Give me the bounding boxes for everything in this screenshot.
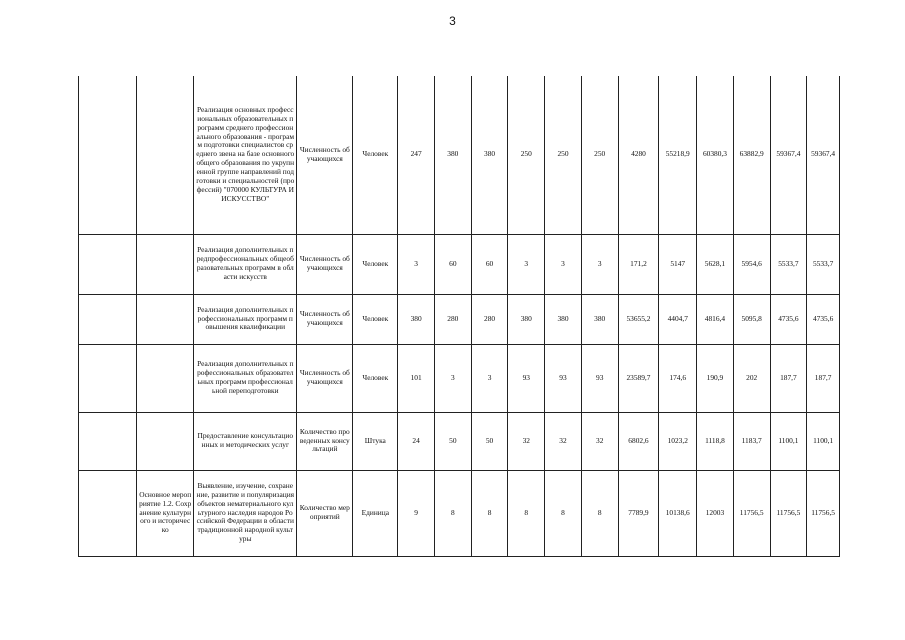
value-cell: 50 [434, 412, 471, 470]
value-cell: 187,7 [770, 344, 807, 412]
indicator-cell: Количество мероприятий [297, 470, 353, 556]
value-cell: 4735,6 [770, 294, 807, 344]
unit-cell: Штука [353, 412, 398, 470]
value-cell: 11756,5 [807, 470, 840, 556]
value-cell: 23589,7 [618, 344, 659, 412]
value-cell: 1183,7 [733, 412, 770, 470]
value-cell: 3 [545, 234, 582, 294]
value-cell: 50 [471, 412, 508, 470]
unit-cell: Человек [353, 344, 398, 412]
description-cell: Реализация дополнительных профессиональных программ повышения квалификации [194, 294, 297, 344]
value-cell: 380 [508, 294, 545, 344]
value-cell: 3 [581, 234, 618, 294]
table-row [79, 470, 840, 556]
page-number: 3 [449, 14, 456, 28]
value-cell: 9 [398, 470, 435, 556]
value-cell: 280 [434, 294, 471, 344]
description-cell: Реализация дополнительных профессиональных образовательных программ профессиональной переподготовки [194, 344, 297, 412]
value-cell: 60 [434, 234, 471, 294]
activity-cell [137, 234, 194, 294]
value-cell: 380 [398, 294, 435, 344]
value-cell: 3 [471, 344, 508, 412]
empty-cell [79, 294, 137, 344]
value-cell: 174,6 [659, 344, 697, 412]
indicator-cell: Численность обучающихся [297, 76, 353, 234]
value-cell: 4404,7 [659, 294, 697, 344]
indicator-cell: Количество проведенных консультаций [297, 412, 353, 470]
value-cell: 280 [471, 294, 508, 344]
program-table [78, 76, 840, 557]
value-cell: 250 [545, 76, 582, 234]
value-cell: 1023,2 [659, 412, 697, 470]
value-cell: 59367,4 [807, 76, 840, 234]
value-cell: 1100,1 [807, 412, 840, 470]
value-cell: 6802,6 [618, 412, 659, 470]
value-cell: 380 [545, 294, 582, 344]
value-cell: 8 [471, 470, 508, 556]
value-cell: 5954,6 [733, 234, 770, 294]
value-cell: 5533,7 [770, 234, 807, 294]
activity-cell [137, 412, 194, 470]
value-cell: 187,7 [807, 344, 840, 412]
value-cell: 1100,1 [770, 412, 807, 470]
table-row [79, 234, 840, 294]
value-cell: 5628,1 [697, 234, 734, 294]
empty-cell [79, 76, 137, 234]
empty-cell [79, 234, 137, 294]
empty-cell [79, 344, 137, 412]
indicator-cell: Численность обучающихся [297, 344, 353, 412]
activity-cell [137, 76, 194, 234]
value-cell: 171,2 [618, 234, 659, 294]
value-cell: 59367,4 [770, 76, 807, 234]
activity-cell [137, 294, 194, 344]
value-cell: 32 [545, 412, 582, 470]
value-cell: 5095,8 [733, 294, 770, 344]
value-cell: 3 [398, 234, 435, 294]
unit-cell: Человек [353, 76, 398, 234]
value-cell: 7789,9 [618, 470, 659, 556]
value-cell: 4280 [618, 76, 659, 234]
value-cell: 93 [508, 344, 545, 412]
description-cell: Реализация дополнительных предпрофессиональных общеобразовательных программ в области искусств [194, 234, 297, 294]
activity-cell [137, 344, 194, 412]
value-cell: 63882,9 [733, 76, 770, 234]
value-cell: 101 [398, 344, 435, 412]
value-cell: 32 [508, 412, 545, 470]
indicator-cell: Численность обучающихся [297, 234, 353, 294]
table-row [79, 294, 840, 344]
value-cell: 11756,5 [733, 470, 770, 556]
activity-cell: Основное мероприятие 1.2. Сохранение культурного и историческо [137, 470, 194, 556]
value-cell: 11756,5 [770, 470, 807, 556]
value-cell: 10138,6 [659, 470, 697, 556]
value-cell: 3 [434, 344, 471, 412]
value-cell: 60 [471, 234, 508, 294]
value-cell: 250 [508, 76, 545, 234]
value-cell: 4816,4 [697, 294, 734, 344]
value-cell: 3 [508, 234, 545, 294]
empty-cell [79, 470, 137, 556]
value-cell: 32 [581, 412, 618, 470]
unit-cell: Единица [353, 470, 398, 556]
value-cell: 202 [733, 344, 770, 412]
unit-cell: Человек [353, 234, 398, 294]
value-cell: 60380,3 [697, 76, 734, 234]
value-cell: 55218,9 [659, 76, 697, 234]
value-cell: 8 [434, 470, 471, 556]
table-row [79, 344, 840, 412]
value-cell: 4735,6 [807, 294, 840, 344]
description-cell: Предоставление консультационных и методических услуг [194, 412, 297, 470]
value-cell: 53655,2 [618, 294, 659, 344]
value-cell: 380 [471, 76, 508, 234]
value-cell: 24 [398, 412, 435, 470]
value-cell: 8 [508, 470, 545, 556]
value-cell: 250 [581, 76, 618, 234]
value-cell: 380 [581, 294, 618, 344]
value-cell: 12003 [697, 470, 734, 556]
indicator-cell: Численность обучающихся [297, 294, 353, 344]
value-cell: 8 [581, 470, 618, 556]
value-cell: 5533,7 [807, 234, 840, 294]
value-cell: 93 [581, 344, 618, 412]
value-cell: 380 [434, 76, 471, 234]
value-cell: 5147 [659, 234, 697, 294]
table-row [79, 412, 840, 470]
value-cell: 1118,8 [697, 412, 734, 470]
value-cell: 93 [545, 344, 582, 412]
description-cell: Реализация основных профессиональных образовательных программ среднего профессионального образования - программ подготовки специалистов среднего звена на базе основного общего образования по укрупненной группе направлений подготовки и специальностей (профессий) "070000 КУЛЬТУРА И ИСКУССТВО" [194, 76, 297, 234]
table-row [79, 76, 840, 234]
value-cell: 8 [545, 470, 582, 556]
description-cell: Выявление, изучение, сохранение, развитие и популяризация объектов нематериального культурного наследия народов Российской Федерации в области традиционной народной культуры [194, 470, 297, 556]
empty-cell [79, 412, 137, 470]
unit-cell: Человек [353, 294, 398, 344]
value-cell: 190,9 [697, 344, 734, 412]
value-cell: 247 [398, 76, 435, 234]
